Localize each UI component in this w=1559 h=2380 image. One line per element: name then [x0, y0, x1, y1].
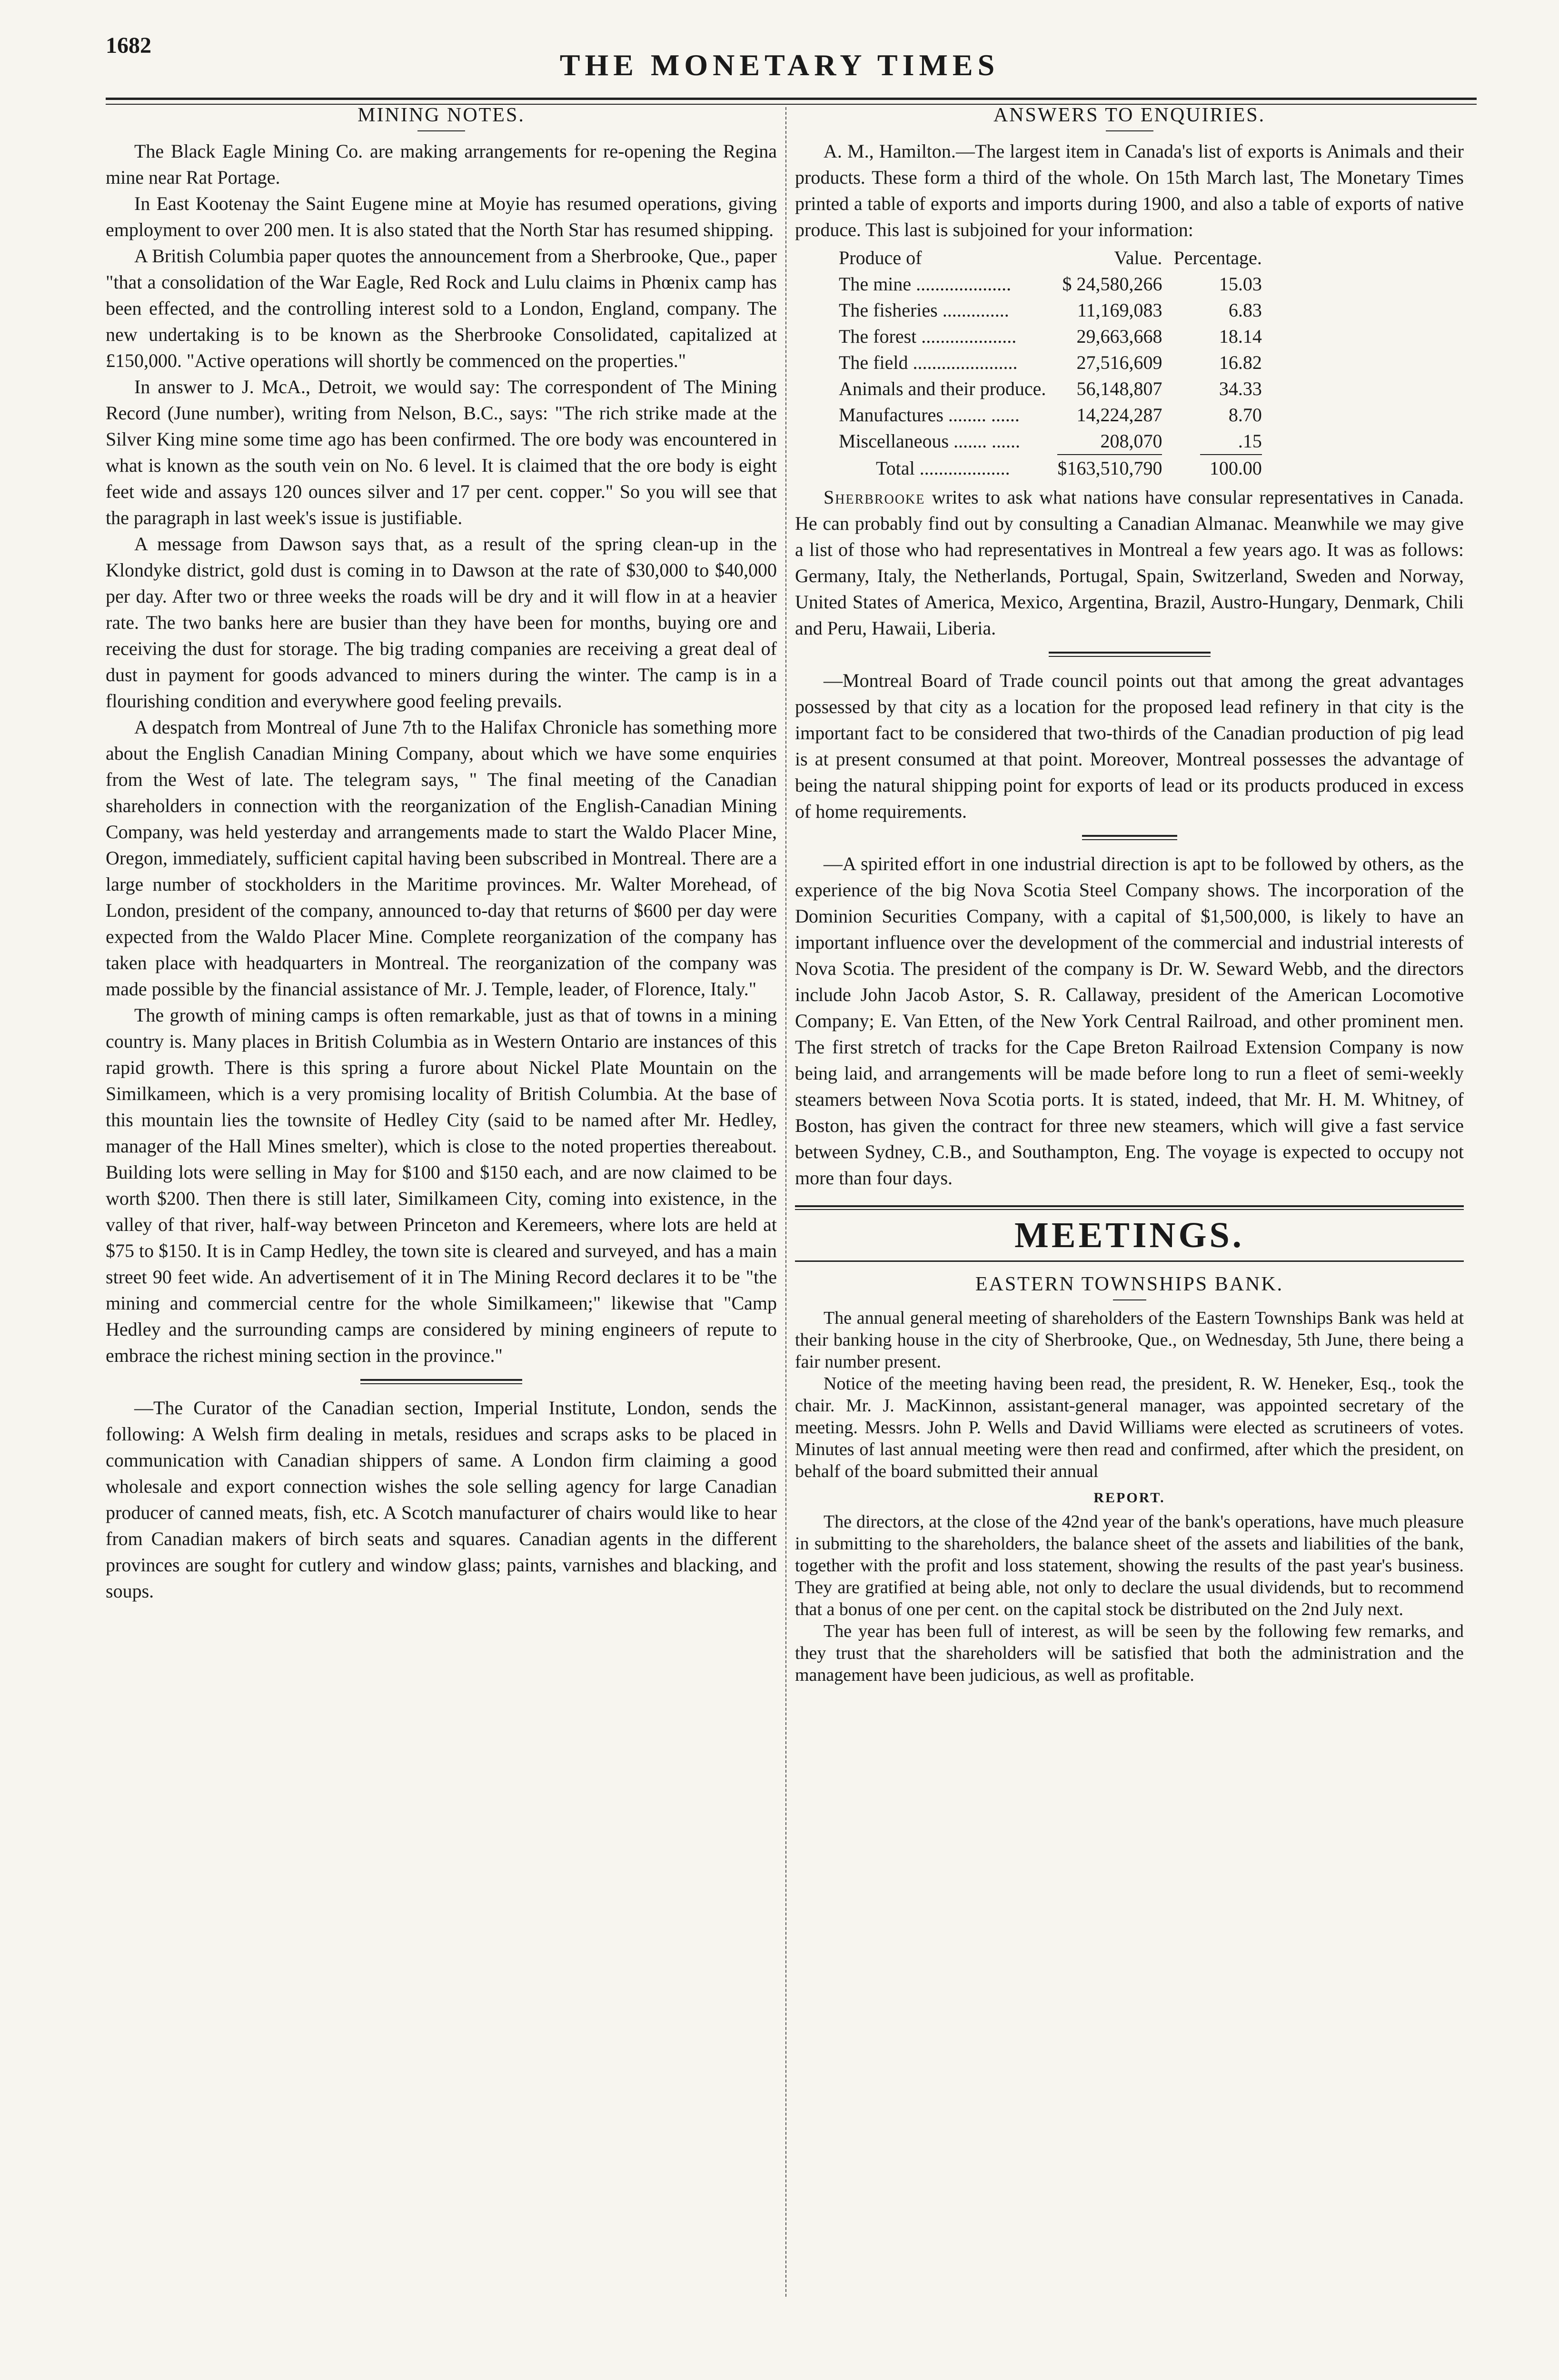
meetings-rule-top-thin	[795, 1209, 1464, 1210]
row-label: The forest ....................	[839, 326, 1017, 347]
masthead-title: THE MONETARY TIMES	[559, 48, 1000, 82]
table-row	[833, 323, 1268, 349]
row-value: 208,070	[1100, 430, 1162, 452]
table-row	[833, 376, 1268, 402]
exports-table	[833, 245, 1268, 481]
answers-intro: A. M., Hamilton.—The largest item in Canada's list of exports is Animals and their products. These form a third of the whole. On 15th March last, The Monetary Times printed a table of exports and imports during 1900, and also a table of exports of native produce. This last is subjoined for your information:	[795, 140, 1464, 240]
nova-scotia-paragraph: —A spirited effort in one industrial direction is apt to be followed by others, as the experience of the big Nova Scotia Steel Company shows. The incorporation of the Dominion Securities Company, with a capital of $1,500,000, is likely to have an important influence over the development of the commercial and industrial interests of Nova Scotia. The president of the company is Dr. W. Seward Webb, and the directors include John Jacob Astor, S. R. Callaway, president of the American Locomotive Company; E. Van Etten, of the New York Central Railroad, and other prominent men. The first stretch of tracks for the Cape Breton Railroad Extension Company is now being laid, and arrangements will be made before long to run a fleet of semi-weekly steamers between Nova Scotia ports. It is stated, indeed, that Mr. H. M. Whitney, of Boston, has given the contract for three new steamers, which will give a fast service between Sydney, C.B., and Southampton, Eng. The voyage is expected to occupy not more than four days.	[795, 853, 1464, 1189]
table-header: Value.	[1114, 247, 1162, 268]
row-value: 11,169,083	[1077, 299, 1162, 321]
montreal-board-paragraph: —Montreal Board of Trade council points out that among the great advantages possessed by that city as a location for the proposed lead refinery in that city is the important fact to be considered that two-thirds of the Canadian production of pig lead is at present consumed at that point. Moreover, Montreal possesses the advantage of being the natural shipping point for exports of lead or its products produced in excess of home requirements.	[795, 670, 1464, 822]
page-number: 1682	[106, 33, 151, 58]
table-header: Percentage.	[1173, 247, 1262, 268]
meetings-rule-bottom	[795, 1260, 1464, 1262]
report-heading: REPORT.	[1093, 1490, 1165, 1506]
row-label: The mine ....................	[839, 273, 1012, 295]
row-label: Manufactures ........ ......	[839, 404, 1020, 426]
table-row	[833, 271, 1268, 297]
meetings-rule-top	[795, 1205, 1464, 1207]
table-row	[833, 428, 1268, 454]
total-label: Total ...................	[876, 457, 1010, 479]
paragraph: In East Kootenay the Saint Eugene mine at Moyie has resumed operations, giving employment to over 200 men. It is also stated that the North Star has resumed shipping.	[106, 193, 777, 240]
row-label: The fisheries ..............	[839, 299, 1009, 321]
row-value: 56,148,807	[1076, 378, 1162, 399]
bank-report-body	[795, 1307, 1464, 1686]
row-value: 14,224,287	[1076, 404, 1162, 426]
row-label: Animals and their produce.	[839, 378, 1046, 399]
curator-paragraph: —The Curator of the Canadian section, Imperial Institute, London, sends the following: A Welsh firm dealing in metals, residues and scraps asks to be placed in communication with Canadian shippers of same. A London firm claiming a good wholesale and export connection wishes the sole selling agency for large Canadian producer of canned meats, fish, etc. A Scotch manufacturer of chairs would like to hear from Canadian makers of birch seats and squares. Canadian agents in the different provinces are sought for cutlery and window glass; paints, varnishes and blacking, and soups.	[106, 1397, 777, 1602]
paragraph: The Black Eagle Mining Co. are making arrangements for re-opening the Regina mine near Rat Portage.	[106, 140, 777, 188]
left-column	[106, 102, 777, 1604]
column-divider	[785, 107, 786, 2297]
paragraph: A message from Dawson says that, as a result of the spring clean-up in the Klondyke district, gold dust is coming in to Dawson at the rate of $30,000 to $40,000 per day. After two or three weeks the roads will be dry and it will flow in at a heavier rate. The two banks here are busier than they have been for months, buying ore and receiving the dust for storage. The big trading companies are receiving a great deal of dust in payment for goods advanced to miners during the winter. The camp is in a flourishing condition and everywhere good feeling prevails.	[106, 533, 777, 712]
paragraph: The year has been full of interest, as will be seen by the following few remarks, and they trust that the shareholders will be satisfied that both the administration and the management have been judicious, as well as profitable.	[795, 1621, 1464, 1685]
sherbrooke-name: Sherbrooke	[824, 486, 925, 508]
heading-rule	[1113, 1299, 1146, 1300]
paragraph: The annual general meeting of shareholders of the Eastern Townships Bank was held at their banking house in the city of Sherbrooke, Que., on Wednesday, 5th June, there being a fair number present.	[795, 1308, 1464, 1372]
row-value: 27,516,609	[1076, 352, 1162, 373]
header-rule	[106, 98, 1477, 100]
row-value: 29,663,668	[1076, 326, 1162, 347]
section-separator	[360, 1379, 522, 1384]
answers-heading: ANSWERS TO ENQUIRIES.	[993, 104, 1266, 126]
row-percentage: 15.03	[1219, 273, 1262, 295]
mining-notes-heading: MINING NOTES.	[357, 104, 525, 126]
sherbrooke-paragraph	[795, 484, 1464, 641]
right-column	[795, 102, 1464, 1686]
paragraph: A despatch from Montreal of June 7th to the Halifax Chronicle has something more about the English Canadian Mining Company, about which we have some enquiries from the West of late. The telegram says, " The final meeting of the Canadian shareholders in connection with the reorganization of the English-Canadian Mining Company, was held yesterday and arrangements made to start the Waldo Placer Mine, Oregon, immediately, sufficient capital having been subscribed in Montreal. There are a large number of stockholders in the Maritime provinces. Mr. Walter Morehead, of London, president of the company, announced to-day that returns of $600 per day were expected from the Waldo Placer Mine. Complete reorganization of the company has taken place with headquarters in Montreal. The reorganization of the company was made possible by the financial assistance of Mr. J. Temple, leader, of Florence, Italy."	[106, 716, 777, 1000]
table-header: Produce of	[839, 247, 922, 268]
paragraph: The growth of mining camps is often remarkable, just as that of towns in a mining country is. Many places in British Columbia as in Western Ontario are instances of this rapid growth. There is this spring a furore about Nickel Plate Mountain on the Similkameen, which is a very promising locality of British Columbia. At the base of this mountain lies the townsite of Hedley City (said to be named after Mr. Hedley, manager of the Hall Mines smelter), which is close to the noted properties thereabout. Building lots were selling in May for $100 and $150 each, and are now claimed to be worth $200. Then there is still later, Similkameen City, coming into existence, in the valley of that river, half-way between Princeton and Keremeers, where lots are held at $75 to $150. It is in Camp Hedley, the town site is cleared and surveyed, and has a main street 90 feet wide. An advertisement of it in The Mining Record declares it to be "the mining and commercial centre for the whole Similkameen;" likewise that "Camp Hedley and the surrounding camps are considered by mining engineers of repute to embrace the richest mining section in the province."	[106, 1004, 777, 1366]
paragraph: Notice of the meeting having been read, the president, R. W. Heneker, Esq., took the chair. Mr. J. MacKinnon, assistant-general manager, was appointed secretary of the meeting. Messrs. John P. Wells and David Williams were elected as scrutineers of votes. Minutes of last annual meeting were then read and confirmed, after which the president, on behalf of the board submitted their annual	[795, 1374, 1464, 1481]
row-percentage: 34.33	[1219, 378, 1262, 399]
row-percentage: 16.82	[1219, 352, 1262, 373]
table-header-row	[833, 245, 1268, 271]
row-percentage: 8.70	[1228, 404, 1262, 426]
total-percentage: 100.00	[1209, 457, 1262, 479]
row-percentage: .15	[1238, 430, 1262, 452]
row-value: $ 24,580,266	[1062, 273, 1162, 295]
total-value: $163,510,790	[1057, 457, 1162, 479]
paragraph: In answer to J. McA., Detroit, we would say: The correspondent of The Mining Record (June number), writing from Nelson, B.C., says: "The rich strike made at the Silver King mine some time ago has been confirmed. The ore body was encountered in what is known as the south vein on No. 6 level. It is claimed that the ore body is eight feet wide and assays 120 ounces silver and 17 per cent. copper." So you will see that the paragraph in last week's issue is justifiable.	[106, 376, 777, 528]
table-row	[833, 349, 1268, 376]
meetings-heading: MEETINGS.	[1014, 1215, 1244, 1255]
sherbrooke-text: writes to ask what nations have consular representatives in Canada. He can probably find out by consulting a Canadian Almanac. Meanwhile we may give a list of those who had representatives in Montreal a few years ago. It was as follows: Germany, Italy, the Netherlands, Portugal, Spain, Switzerland, Sweden and Norway, United States of America, Mexico, Argentina, Brazil, Austro-Hungary, Denmark, Chili and Peru, Hawaii, Liberia.	[795, 486, 1464, 639]
heading-rule	[1106, 130, 1153, 131]
paragraph: A British Columbia paper quotes the announcement from a Sherbrooke, Que., paper "that a consolidation of the War Eagle, Red Rock and Lulu claims in Phœnix camp has been effected, and the controlling interest sold to a London, England, company. The new undertaking is to be known as the Sherbrooke Consolidated, capitalized at £150,000. "Active operations will shortly be commenced on the properties."	[106, 245, 777, 371]
row-percentage: 6.83	[1228, 299, 1262, 321]
table-total-row	[833, 455, 1268, 481]
table-row	[833, 297, 1268, 323]
section-separator	[1082, 835, 1177, 840]
paragraph: The directors, at the close of the 42nd year of the bank's operations, have much pleasure in submitting to the shareholders, the balance sheet of the assets and liabilities of the bank, together with the profit and loss statement, showing the results of the past year's business. They are gratified at being able, not only to declare the usual dividends, but to recommend that a bonus of one per cent. on the capital stock be distributed on the 2nd July next.	[795, 1512, 1464, 1619]
bank-heading: EASTERN TOWNSHIPS BANK.	[975, 1273, 1284, 1295]
section-separator	[1049, 652, 1211, 657]
row-label: Miscellaneous ....... ......	[839, 430, 1021, 452]
row-percentage: 18.14	[1219, 326, 1262, 347]
row-label: The field ......................	[839, 352, 1018, 373]
heading-rule	[417, 130, 465, 131]
table-row	[833, 402, 1268, 428]
